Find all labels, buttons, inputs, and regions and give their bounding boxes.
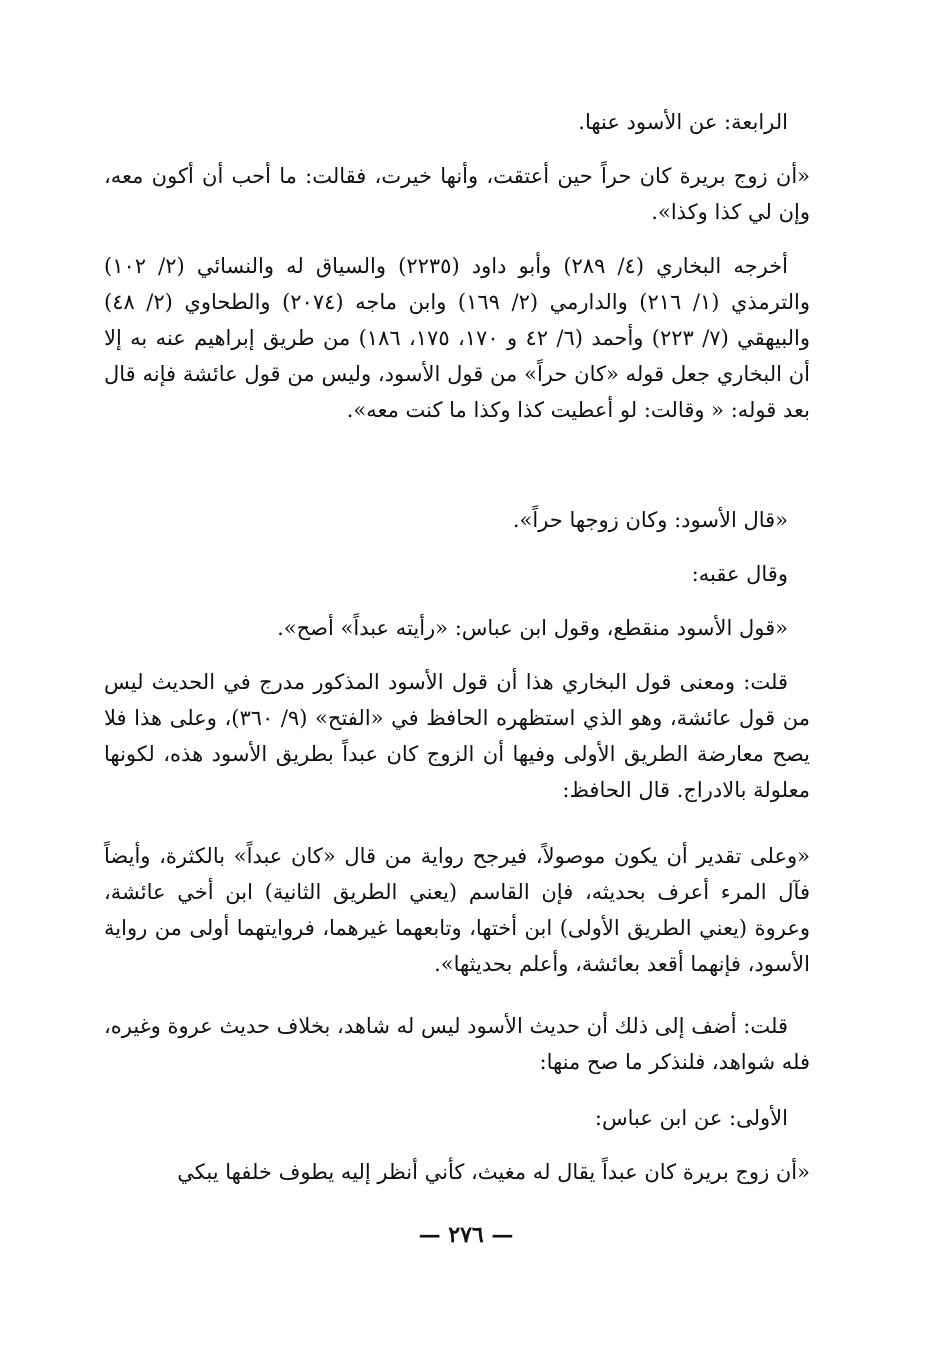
paragraph-bukhari-quote: «قول الأسود منقطع، وقول ابن عباس: «رأيته عبداً» أصح». bbox=[277, 616, 788, 640]
paragraph-takhrij: أخرجه البخاري (٤/ ٢٨٩) وأبو داود (٢٢٣٥) والسياق له والنسائي (٢/ ١٠٢) والترمذي (١/ ٢١٦) والدارمي (٢/ ١٦٩) وابن ماجه (٢٠٧٤) والطحاوي (٢/ ٤٨) والبيهقي (٧/ ٢٢٣) وأحمد (٦/ ٤٢ و ١٧٠، ١٧٥، ١٨٦) من طريق إبراهيم عنه به إلا أن البخاري جعل قوله «كان حراً» من قول الأسود، وليس من قول عائشة فإنه قال بعد قوله: « وقالت: لو أعطيت كذا وكذا ما كنت معه». bbox=[104, 254, 810, 422]
paragraph-qala-aqibahu: وقال عقبه: bbox=[691, 562, 788, 586]
paragraph-addition: قلت: أضف إلى ذلك أن حديث الأسود ليس له شاهد، بخلاف حديث عروة وغيره، فله شواهد، فلنذكر ما صح منها: bbox=[104, 1014, 810, 1074]
paragraph-aswad-quote: «قال الأسود: وكان زوجها حراً». bbox=[512, 508, 788, 532]
paragraph-hadith-quote: «أن زوج بريرة كان حراً حين أعتقت، وأنها خيرت، فقالت: ما أحب أن أكون معه، وإن لي كذا وكذا». bbox=[104, 164, 810, 224]
paragraph-heading-fourth: الرابعة: عن الأسود عنها. bbox=[578, 110, 788, 134]
paragraph-commentary: قلت: ومعنى قول البخاري هذا أن قول الأسود المذكور مدرج في الحديث ليس من قول عائشة، وهو الذي استظهره الحافظ في «الفتح» (٩/ ٣٦٠)، وعلى هذا فلا يصح معارضة الطريق الأولى وفيها أن الزوج كان عبداً بطريق الأسود هذه، لكونها معلولة بالادراج. قال الحافظ: bbox=[104, 670, 811, 802]
paragraph-first-witness: الأولى: عن ابن عباس: bbox=[594, 1106, 788, 1130]
paragraph-ibn-abbas-quote: «أن زوج بريرة كان عبداً يقال له مغيث، كأني أنظر إليه يطوف خلفها يبكي bbox=[177, 1160, 810, 1184]
page-number: — ٢٧٦ — bbox=[418, 1222, 514, 1248]
paragraph-hafiz-quote: «وعلى تقدير أن يكون موصولاً، فيرجح رواية من قال «كان عبداً» بالكثرة، وأيضاً فآل المرء أعرف بحديثه، فإن القاسم (يعني الطريق الثانية) ابن أخي عائشة، وعروة (يعني الطريق الأولى) ابن أختها، وتابعهما غيرهما، فروايتهما أولى من رواية الأسود، فإنهما أقعد بعائشة، وأعلم بحديثها». bbox=[104, 844, 810, 976]
